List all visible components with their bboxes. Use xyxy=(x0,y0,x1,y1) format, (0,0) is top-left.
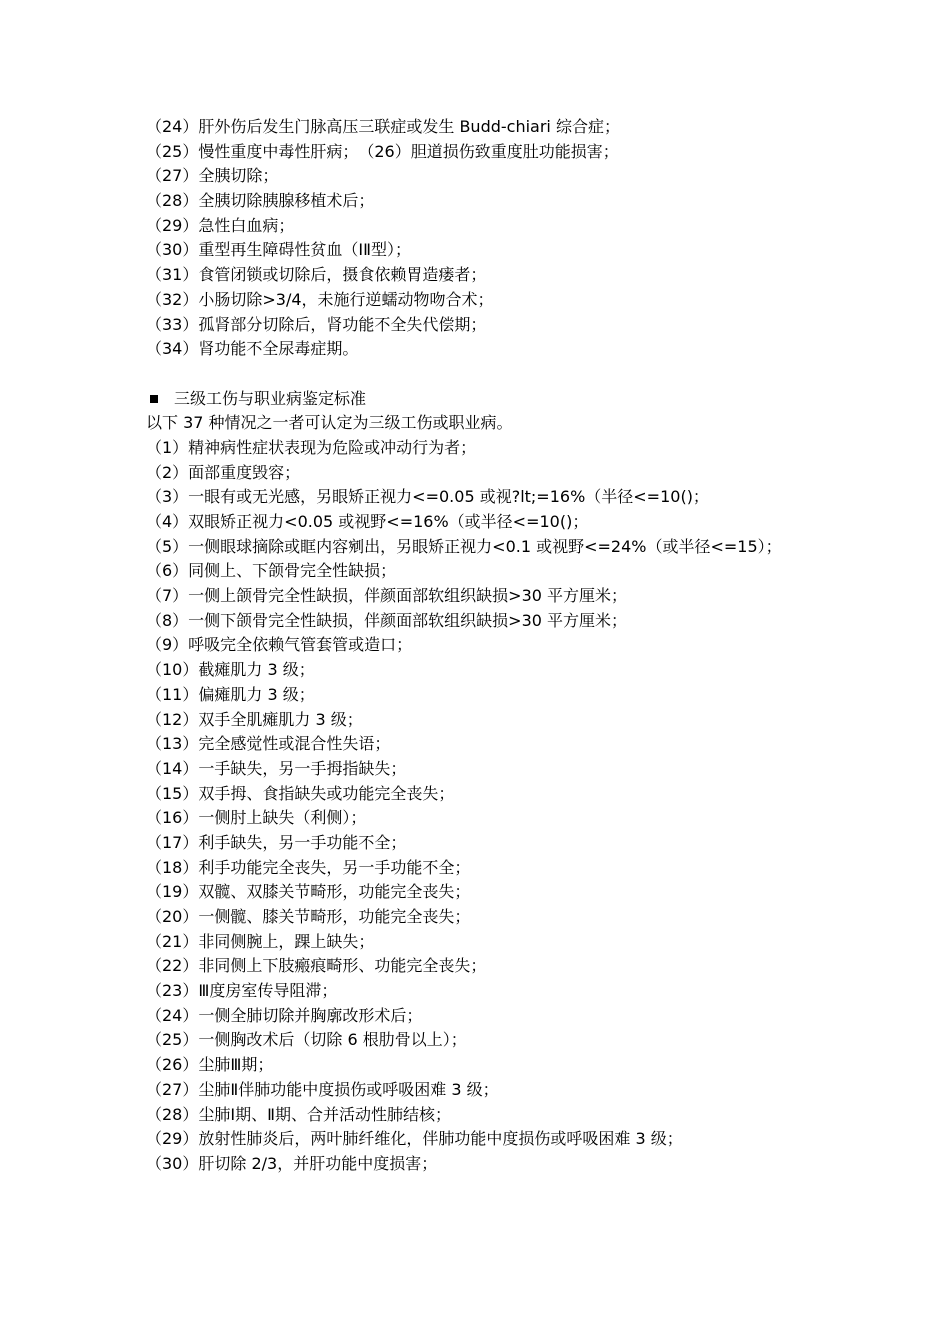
list-item: （12）双手全肌瘫肌力 3 级； xyxy=(146,709,363,729)
list-item: （4）双眼矫正视力<0.05 或视野<=16%（或半径<=10()； xyxy=(146,512,589,531)
list-item: （27）尘肺Ⅱ伴肺功能中度损伤或呼吸困难 3 级； xyxy=(146,1079,499,1099)
list-item: （26）尘肺Ⅲ期； xyxy=(146,1055,274,1075)
list-item: （22）非同侧上下肢瘢痕畸形、功能完全丧失； xyxy=(146,956,487,976)
list-item: （24）一侧全肺切除并胸廓改形术后； xyxy=(146,1005,423,1025)
list-item: （30）重型再生障碍性贫血（ⅠⅡ型）； xyxy=(146,240,411,260)
list-item: （3）一眼有或无光感，另眼矫正视力<=0.05 或视?lt;=16%（半径<=10()； xyxy=(146,487,709,507)
list-item: （24）肝外伤后发生门脉高压三联症或发生 Budd-chiari 综合症； xyxy=(146,117,620,136)
list-item: （1）精神病性症状表现为危险或冲动行为者； xyxy=(146,437,477,457)
list-item: （29）放射性肺炎后，两叶肺纤维化，伴肺功能中度损伤或呼吸困难 3 级； xyxy=(146,1129,683,1149)
list-item: （25）一侧胸改术后（切除 6 根肋骨以上）； xyxy=(146,1030,467,1050)
list-item: （7）一侧上颌骨完全性缺损，伴颜面部软组织缺损>30 平方厘米； xyxy=(146,586,628,606)
list-item: （34）肾功能不全尿毒症期。 xyxy=(146,339,359,359)
list-item: （25）慢性重度中毒性肝病； （26）胆道损伤致重度肚功能损害； xyxy=(146,141,619,161)
list-item: （28）全胰切除胰腺移植术后； xyxy=(146,191,375,211)
list-item: （14）一手缺失，另一手拇指缺失； xyxy=(146,758,407,778)
list-item: （23）Ⅲ度房室传导阻滞； xyxy=(146,981,338,1001)
section-title: 三级工伤与职业病鉴定标准 xyxy=(174,388,367,408)
list-item: （18）利手功能完全丧失，另一手功能不全； xyxy=(146,857,471,877)
list-item: （16）一侧肘上缺失（利侧）； xyxy=(146,808,367,828)
section-heading xyxy=(146,387,826,412)
list-item: （33）孤肾部分切除后，肾功能不全失代偿期； xyxy=(146,314,487,334)
list-item: （20）一侧髋、膝关节畸形，功能完全丧失； xyxy=(146,907,471,927)
main-list xyxy=(146,436,826,1177)
list-item: （11）偏瘫肌力 3 级； xyxy=(146,684,315,704)
document-page xyxy=(146,115,826,1177)
list-item: （32）小肠切除>3/4，未施行逆蠕动物吻合术； xyxy=(146,289,494,309)
list-item: （30）肝切除 2/3，并肝功能中度损害； xyxy=(146,1153,438,1173)
list-item: （15）双手拇、食指缺失或功能完全丧失； xyxy=(146,783,455,803)
top-list xyxy=(146,115,826,362)
list-item: （31）食管闭锁或切除后，摄食依赖胃造瘘者； xyxy=(146,265,487,285)
list-item: （29）急性白血病； xyxy=(146,215,295,235)
list-item: （27）全胰切除； xyxy=(146,166,279,186)
list-item: （19）双髋、双膝关节畸形，功能完全丧失； xyxy=(146,882,471,902)
list-item: （5）一侧眼球摘除或眶内容剜出，另眼矫正视力<0.1 或视野<=24%（或半径<=15）； xyxy=(146,536,782,556)
section-intro: 以下 37 种情况之一者可认定为三级工伤或职业病。 xyxy=(146,413,513,433)
list-item: （21）非同侧腕上，踝上缺失； xyxy=(146,931,375,951)
list-item: （9）呼吸完全依赖气管套管或造口； xyxy=(146,635,413,655)
paragraph-gap xyxy=(146,362,826,387)
list-item: （10）截瘫肌力 3 级； xyxy=(146,660,315,680)
list-item: （8）一侧下颌骨完全性缺损，伴颜面部软组织缺损>30 平方厘米； xyxy=(146,610,628,630)
list-item: （2）面部重度毁容； xyxy=(146,462,301,482)
square-bullet-icon xyxy=(150,395,158,403)
list-item: （17）利手缺失，另一手功能不全； xyxy=(146,832,407,852)
list-item: （28）尘肺Ⅰ期、Ⅱ期、合并活动性肺结核； xyxy=(146,1104,451,1124)
list-item: （13）完全感觉性或混合性失语； xyxy=(146,734,391,754)
list-item: （6）同侧上、下颌骨完全性缺损； xyxy=(146,561,397,581)
